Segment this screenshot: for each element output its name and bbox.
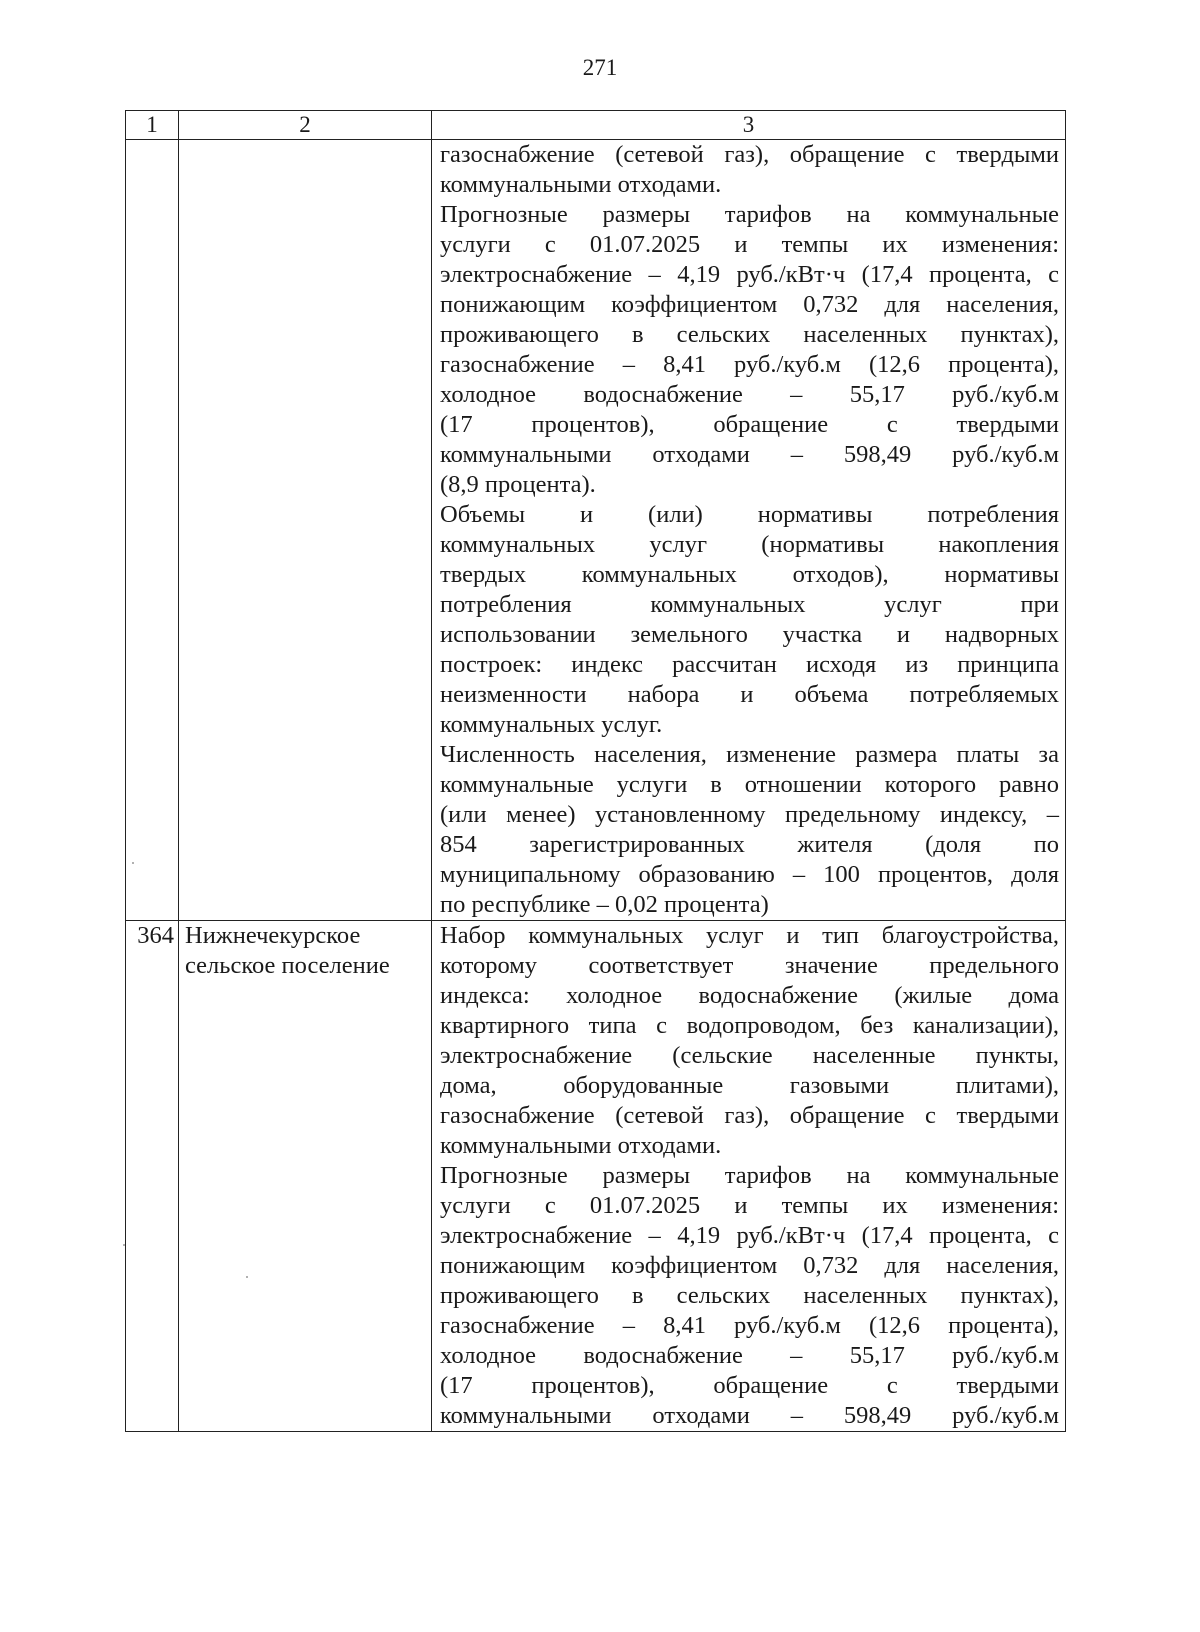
description-line: холодное водоснабжение – 55,17 руб./куб.м [440, 381, 1059, 408]
description-line: газоснабжение (сетевой газ), обращение с твердыми [440, 141, 1059, 168]
description-line: которому соответствует значение предельного [440, 952, 1059, 979]
column-header-3: 3 [432, 111, 1066, 140]
description-line: по республике – 0,02 процента) [440, 891, 769, 918]
description-line: индекса: холодное водоснабжение (жилые дома [440, 982, 1059, 1009]
description-line: газоснабжение – 8,41 руб./куб.м (12,6 процента), [440, 1312, 1059, 1339]
description-line: 854 зарегистрированных жителя (доля по [440, 831, 1059, 858]
description-paragraph [440, 740, 1059, 920]
column-header-1: 1 [126, 111, 179, 140]
row-number-cell: 364 [126, 921, 179, 1432]
settlement-name-cell [179, 921, 432, 1432]
page-number: 271 [582, 55, 618, 80]
description-line: коммунальных услуг (нормативы накопления [440, 531, 1059, 558]
description-line: использовании земельного участка и надворных [440, 621, 1059, 648]
column-header-2: 2 [179, 111, 432, 140]
description-line: потребления коммунальных услуг при [440, 591, 1059, 618]
settlement-name-line: Нижнечекурское [185, 922, 361, 949]
description-line: Объемы и (или) нормативы потребления [440, 501, 1059, 528]
description-line: (17 процентов), обращение с твердыми [440, 1372, 1059, 1399]
description-line: коммунальные услуги в отношении которого равно [440, 771, 1059, 798]
tariff-table [125, 110, 1066, 1432]
description-line: холодное водоснабжение – 55,17 руб./куб.м [440, 1342, 1059, 1369]
description-line: коммунальными отходами. [440, 1132, 722, 1159]
description-line: электроснабжение – 4,19 руб./кВт·ч (17,4 процента, с [440, 261, 1059, 288]
scan-speck [132, 862, 134, 864]
description-line: дома, оборудованные газовыми плитами), [440, 1072, 1059, 1099]
description-line: услуги с 01.07.2025 и темпы их изменения: [440, 231, 1059, 258]
description-line: Прогнозные размеры тарифов на коммунальные [440, 201, 1059, 228]
table-row [126, 140, 1066, 921]
description-line: проживающего в сельских населенных пунктах), [440, 321, 1059, 348]
description-line: понижающим коэффициентом 0,732 для населения, [440, 291, 1059, 318]
description-paragraph [440, 200, 1059, 500]
description-cell [432, 921, 1066, 1432]
settlement-name-cell [179, 140, 432, 921]
table-row [126, 921, 1066, 1432]
description-paragraph [440, 1161, 1059, 1431]
description-line: твердых коммунальных отходов), нормативы [440, 561, 1059, 588]
description-line: Прогнозные размеры тарифов на коммунальные [440, 1162, 1059, 1189]
description-paragraph [440, 921, 1059, 1161]
description-line: коммунальными отходами – 598,49 руб./куб.м [440, 1402, 1059, 1429]
settlement-name-line: сельское поселение [185, 952, 390, 979]
description-line: (или менее) установленному предельному индексу, – [440, 801, 1059, 828]
description-line: электроснабжение (сельские населенные пункты, [440, 1042, 1059, 1069]
description-line: Численность населения, изменение размера платы за [440, 741, 1059, 768]
description-line: газоснабжение – 8,41 руб./куб.м (12,6 процента), [440, 351, 1059, 378]
description-line: коммунальными отходами – 598,49 руб./куб.м [440, 441, 1059, 468]
description-line: коммунальными отходами. [440, 171, 722, 198]
description-line: услуги с 01.07.2025 и темпы их изменения: [440, 1192, 1059, 1219]
description-line: газоснабжение (сетевой газ), обращение с твердыми [440, 1102, 1059, 1129]
description-line: понижающим коэффициентом 0,732 для населения, [440, 1252, 1059, 1279]
description-line: проживающего в сельских населенных пунктах), [440, 1282, 1059, 1309]
description-line: квартирного типа с водопроводом, без канализации), [440, 1012, 1059, 1039]
description-line: неизменности набора и объема потребляемых [440, 681, 1059, 708]
description-line: построек: индекс рассчитан исходя из принципа [440, 651, 1059, 678]
description-paragraph [440, 500, 1059, 740]
scan-speck [246, 1276, 248, 1278]
description-line: муниципальному образованию – 100 процентов, доля [440, 861, 1059, 888]
description-line: Набор коммунальных услуг и тип благоустройства, [440, 922, 1059, 949]
description-line: коммунальных услуг. [440, 711, 663, 738]
description-line: электроснабжение – 4,19 руб./кВт·ч (17,4 процента, с [440, 1222, 1059, 1249]
table-header-row [126, 111, 1066, 140]
description-line: (8,9 процента). [440, 471, 596, 498]
description-cell [432, 140, 1066, 921]
row-number-cell [126, 140, 179, 921]
description-line: (17 процентов), обращение с твердыми [440, 411, 1059, 438]
scan-speck [123, 1244, 125, 1246]
description-paragraph [440, 140, 1059, 200]
